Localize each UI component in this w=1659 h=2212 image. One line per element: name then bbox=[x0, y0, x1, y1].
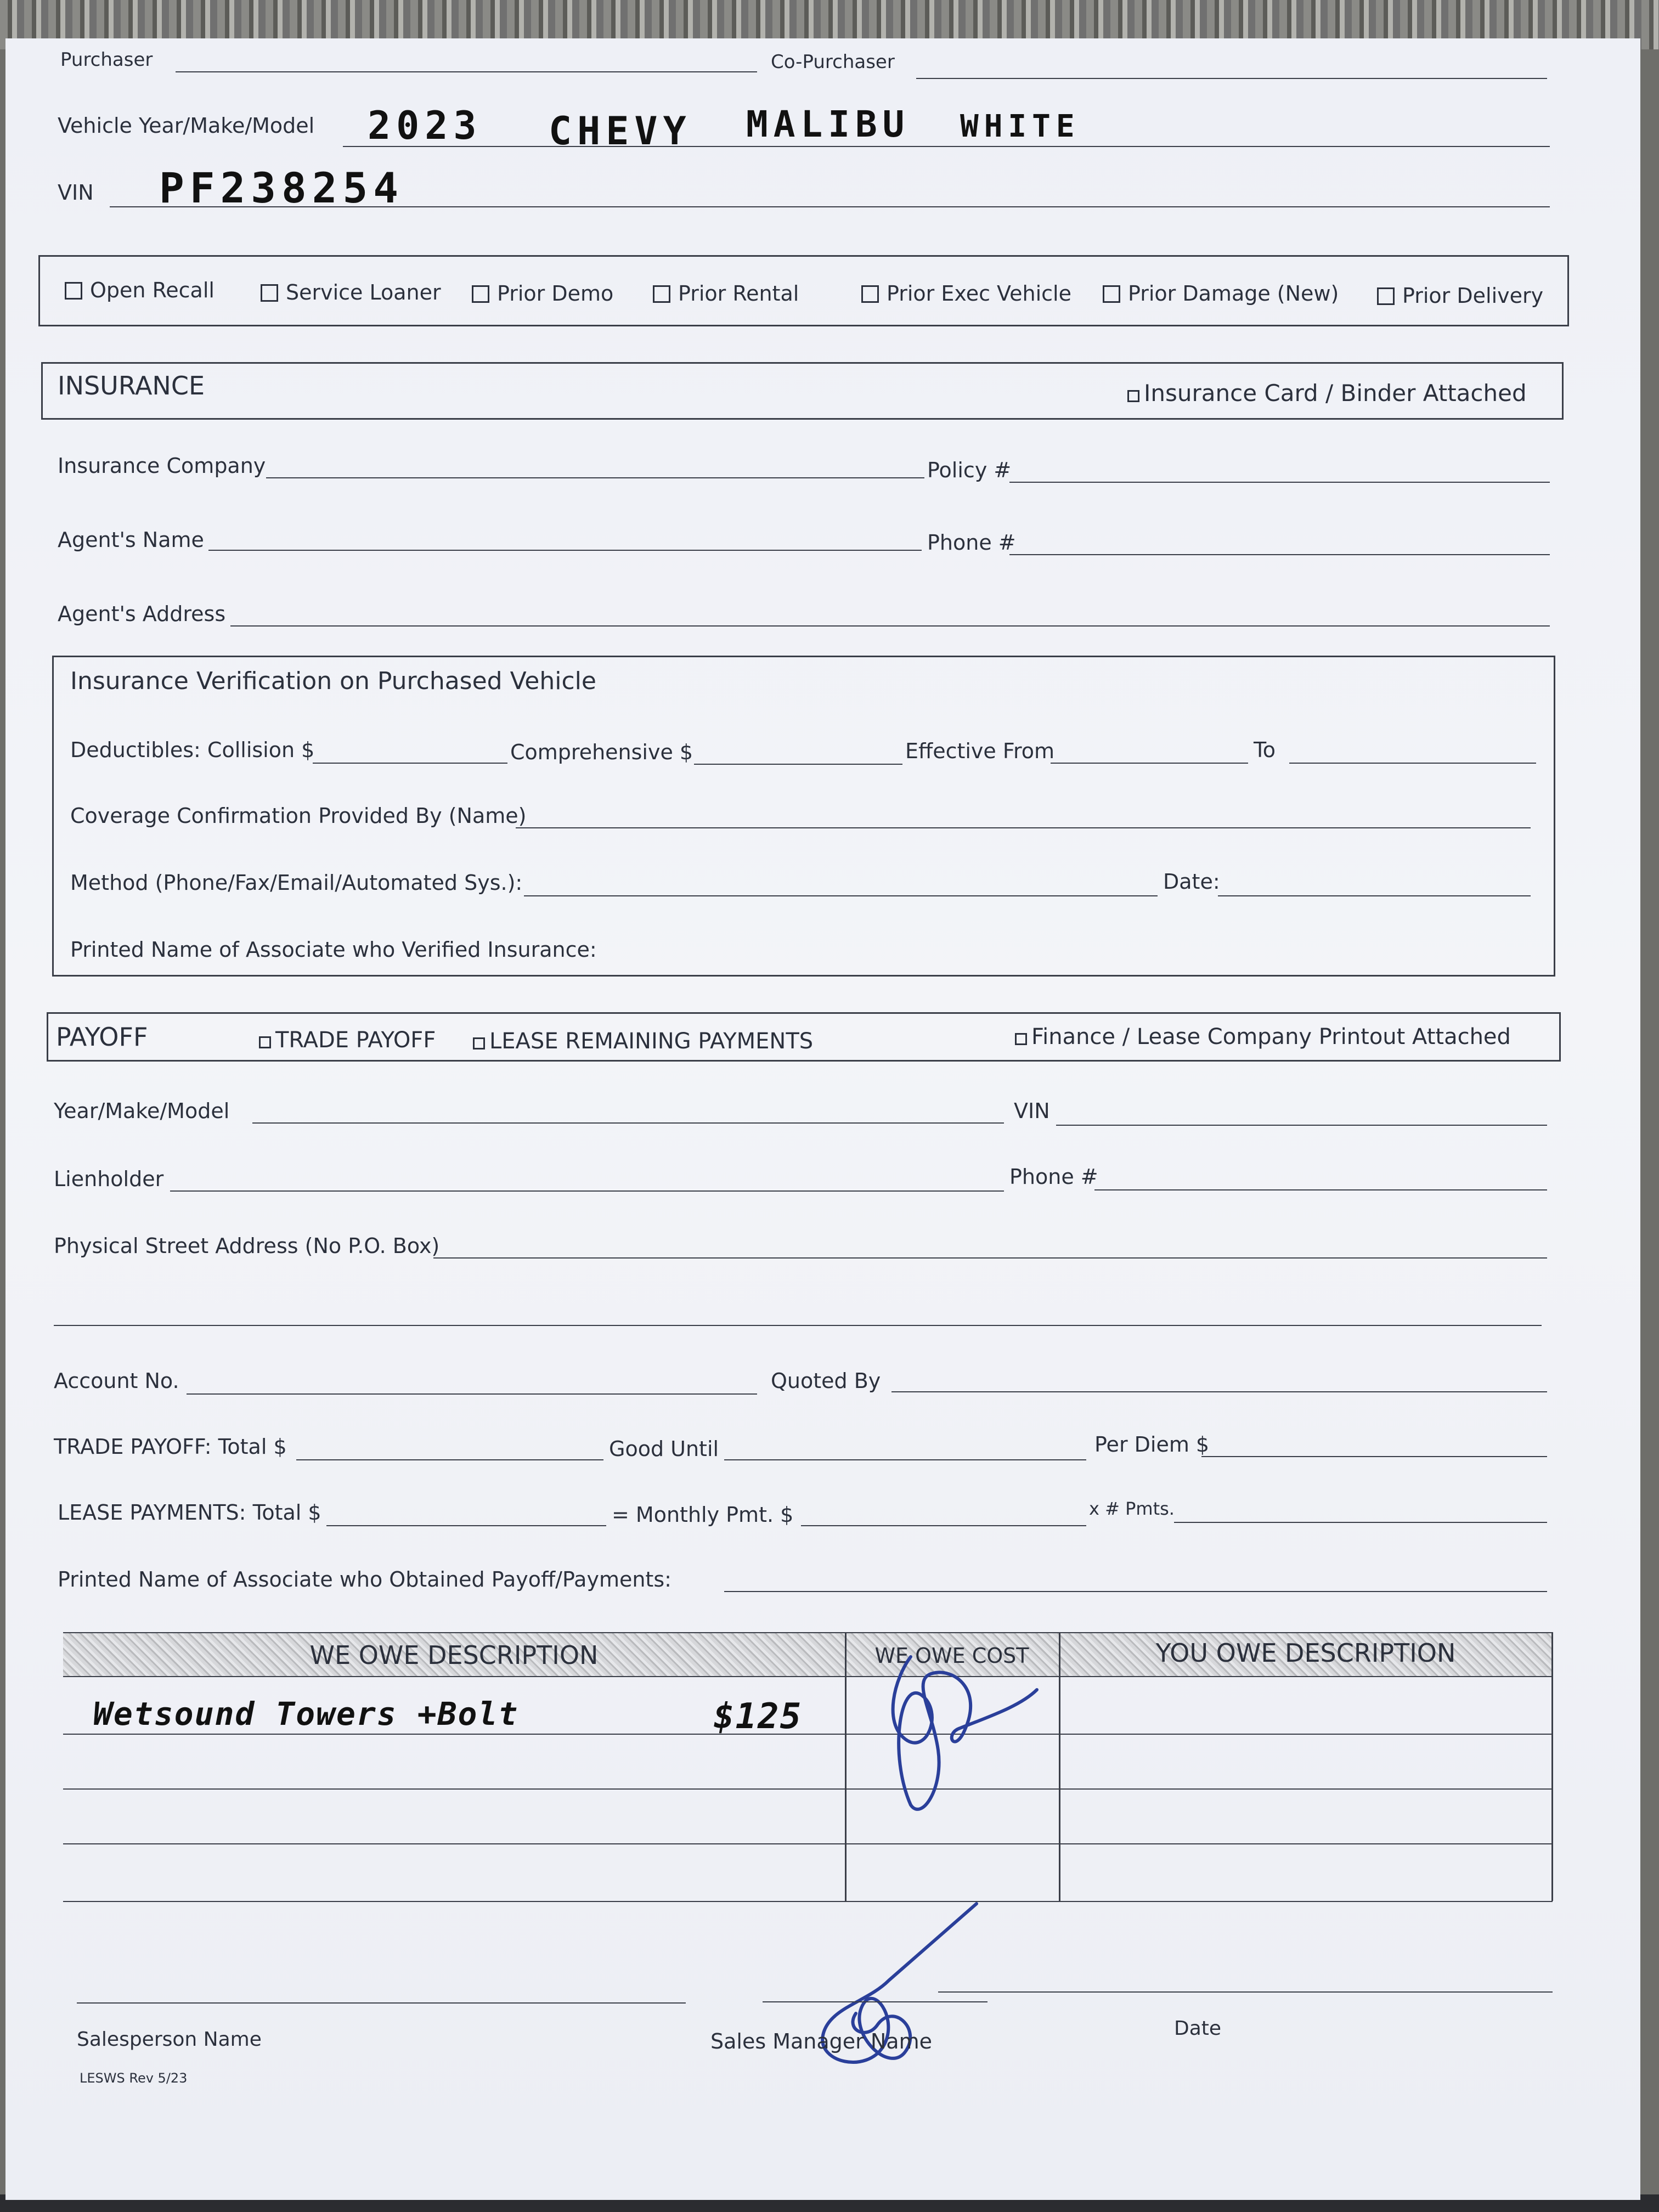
effective-from-label: Effective From bbox=[905, 739, 1055, 763]
date-label: Date bbox=[1174, 2017, 1222, 2040]
agent-phone-label: Phone # bbox=[927, 531, 1016, 555]
salesperson-signature-line[interactable] bbox=[77, 2002, 686, 2004]
payoff-title: PAYOFF bbox=[56, 1022, 148, 1052]
table-rule bbox=[63, 1788, 1553, 1790]
salesperson-name-label: Salesperson Name bbox=[77, 2028, 262, 2051]
agent-address-line[interactable] bbox=[230, 625, 1550, 627]
collision-line[interactable] bbox=[313, 763, 507, 764]
co-purchaser-line[interactable] bbox=[916, 78, 1547, 79]
flag-prior-demo[interactable]: Prior Demo bbox=[472, 283, 613, 304]
lienholder-phone-line[interactable] bbox=[1094, 1189, 1547, 1190]
we-owe-description-header: WE OWE DESCRIPTION bbox=[309, 1640, 599, 1670]
checkbox-icon[interactable] bbox=[259, 1036, 271, 1048]
lienholder-line[interactable] bbox=[170, 1190, 1004, 1192]
table-right-border bbox=[1551, 1632, 1553, 1901]
number-of-payments-label: x # Pmts. bbox=[1089, 1498, 1175, 1519]
vehicle-line[interactable] bbox=[343, 146, 1550, 147]
monthly-payment-label: = Monthly Pmt. $ bbox=[612, 1503, 794, 1527]
sales-manager-name-label: Sales Manager Name bbox=[710, 2029, 932, 2053]
trade-payoff-total-line[interactable] bbox=[296, 1459, 603, 1460]
policy-label: Policy # bbox=[927, 458, 1012, 482]
agent-name-label: Agent's Name bbox=[58, 528, 204, 552]
checkbox-icon[interactable] bbox=[472, 285, 489, 303]
payoff-vehicle-label: Year/Make/Model bbox=[54, 1099, 230, 1123]
quoted-by-line[interactable] bbox=[891, 1391, 1547, 1392]
flag-prior-exec-vehicle[interactable]: Prior Exec Vehicle bbox=[861, 283, 1071, 304]
verified-associate-label: Printed Name of Associate who Verified Insurance: bbox=[70, 938, 597, 962]
checkbox-icon[interactable] bbox=[653, 285, 670, 303]
purchaser-label: Purchaser bbox=[60, 49, 153, 71]
coverage-confirmation-label: Coverage Confirmation Provided By (Name) bbox=[70, 804, 527, 828]
vehicle-color-handwritten: WHITE bbox=[960, 109, 1080, 144]
payoff-vin-label: VIN bbox=[1014, 1099, 1050, 1123]
good-until-label: Good Until bbox=[609, 1437, 719, 1461]
vin-handwritten: PF238254 bbox=[159, 163, 404, 212]
checkbox-icon[interactable] bbox=[861, 285, 879, 303]
vehicle-make-handwritten: CHEVY bbox=[549, 109, 692, 154]
lease-remaining-option[interactable]: LEASE REMAINING PAYMENTS bbox=[473, 1030, 813, 1052]
we-owe-cost-signature bbox=[878, 1646, 1042, 1827]
dealership-form bbox=[5, 38, 1640, 2200]
lease-payments-total-label: LEASE PAYMENTS: Total $ bbox=[58, 1500, 321, 1525]
table-column-divider bbox=[845, 1632, 847, 1901]
table-rule bbox=[63, 1632, 1553, 1633]
quoted-by-label: Quoted By bbox=[771, 1369, 881, 1393]
we-owe-item-cost: $125 bbox=[713, 1696, 803, 1737]
vehicle-model-handwritten: MALIBU bbox=[746, 103, 910, 145]
payoff-vin-line[interactable] bbox=[1056, 1125, 1547, 1126]
insurance-title: INSURANCE bbox=[58, 371, 205, 400]
good-until-line[interactable] bbox=[724, 1459, 1086, 1460]
effective-to-label: To bbox=[1254, 738, 1276, 762]
policy-line[interactable] bbox=[1009, 482, 1550, 483]
sales-manager-signature-line[interactable] bbox=[763, 2001, 988, 2002]
street-address-line[interactable] bbox=[433, 1257, 1547, 1259]
insurance-company-label: Insurance Company bbox=[58, 454, 266, 478]
trade-payoff-option[interactable]: TRADE PAYOFF bbox=[259, 1029, 436, 1051]
payoff-vehicle-line[interactable] bbox=[252, 1122, 1004, 1124]
checkbox-icon[interactable] bbox=[261, 284, 278, 302]
flag-open-recall[interactable]: Open Recall bbox=[65, 280, 215, 301]
lienholder-phone-label: Phone # bbox=[1009, 1165, 1098, 1189]
checkbox-icon[interactable] bbox=[1127, 390, 1139, 402]
per-diem-line[interactable] bbox=[1201, 1456, 1547, 1457]
collision-label: Deductibles: Collision $ bbox=[70, 738, 315, 762]
insurance-card-attached[interactable]: Insurance Card / Binder Attached bbox=[1127, 382, 1527, 405]
payoff-associate-label: Printed Name of Associate who Obtained Payoff/Payments: bbox=[58, 1567, 672, 1592]
flag-prior-delivery[interactable]: Prior Delivery bbox=[1377, 285, 1543, 306]
vehicle-year-handwritten: 2023 bbox=[368, 103, 482, 148]
checkbox-icon[interactable] bbox=[1377, 287, 1395, 305]
method-label: Method (Phone/Fax/Email/Automated Sys.): bbox=[70, 871, 523, 895]
coverage-confirmation-line[interactable] bbox=[516, 827, 1531, 828]
lienholder-label: Lienholder bbox=[54, 1167, 164, 1191]
effective-from-line[interactable] bbox=[1051, 763, 1248, 764]
table-rule bbox=[63, 1843, 1553, 1844]
flag-service-loaner[interactable]: Service Loaner bbox=[261, 282, 441, 303]
we-owe-item-description: Wetsound Towers +Bolt bbox=[93, 1695, 519, 1733]
checkbox-icon[interactable] bbox=[1103, 285, 1120, 303]
payoff-associate-line[interactable] bbox=[724, 1591, 1547, 1592]
insurance-company-line[interactable] bbox=[266, 477, 924, 478]
street-address-line-2[interactable] bbox=[54, 1325, 1542, 1326]
trade-payoff-total-label: TRADE PAYOFF: Total $ bbox=[54, 1435, 287, 1459]
effective-to-line[interactable] bbox=[1289, 763, 1536, 764]
vehicle-label: Vehicle Year/Make/Model bbox=[58, 114, 315, 138]
checkbox-icon[interactable] bbox=[65, 282, 82, 300]
verification-date-line[interactable] bbox=[1218, 895, 1531, 896]
verification-date-label: Date: bbox=[1163, 870, 1220, 894]
checkbox-icon[interactable] bbox=[473, 1037, 485, 1049]
checkbox-icon[interactable] bbox=[1015, 1033, 1027, 1045]
method-line[interactable] bbox=[524, 895, 1158, 896]
lease-payments-total-line[interactable] bbox=[326, 1525, 606, 1526]
table-rule bbox=[63, 1901, 1553, 1902]
comprehensive-line[interactable] bbox=[694, 764, 902, 765]
co-purchaser-label: Co-Purchaser bbox=[771, 51, 895, 73]
table-rule bbox=[63, 1734, 1553, 1735]
street-address-label: Physical Street Address (No P.O. Box) bbox=[54, 1234, 440, 1258]
you-owe-description-header: YOU OWE DESCRIPTION bbox=[1155, 1638, 1456, 1668]
purchaser-line[interactable] bbox=[176, 71, 757, 72]
flag-prior-damage[interactable]: Prior Damage (New) bbox=[1103, 283, 1339, 304]
number-of-payments-line[interactable] bbox=[1174, 1522, 1547, 1523]
flag-prior-rental[interactable]: Prior Rental bbox=[653, 283, 799, 304]
we-owe-cost-header: WE OWE COST bbox=[874, 1644, 1029, 1668]
date-signature-line[interactable] bbox=[938, 1991, 1553, 1993]
comprehensive-label: Comprehensive $ bbox=[510, 740, 693, 764]
account-number-label: Account No. bbox=[54, 1369, 179, 1393]
agent-name-line[interactable] bbox=[208, 550, 922, 551]
form-code: LESWS Rev 5/23 bbox=[80, 2070, 188, 2086]
verification-title: Insurance Verification on Purchased Vehicle bbox=[70, 667, 596, 695]
per-diem-label: Per Diem $ bbox=[1094, 1432, 1210, 1457]
vin-line[interactable] bbox=[110, 206, 1550, 207]
table-column-divider bbox=[1059, 1632, 1060, 1901]
table-rule bbox=[63, 1676, 1553, 1677]
printout-attached-option[interactable]: Finance / Lease Company Printout Attached bbox=[1015, 1026, 1511, 1048]
account-number-line[interactable] bbox=[187, 1393, 757, 1395]
agent-phone-line[interactable] bbox=[1009, 554, 1550, 555]
vin-label: VIN bbox=[58, 180, 94, 205]
monthly-payment-line[interactable] bbox=[801, 1525, 1086, 1526]
agent-address-label: Agent's Address bbox=[58, 602, 226, 626]
